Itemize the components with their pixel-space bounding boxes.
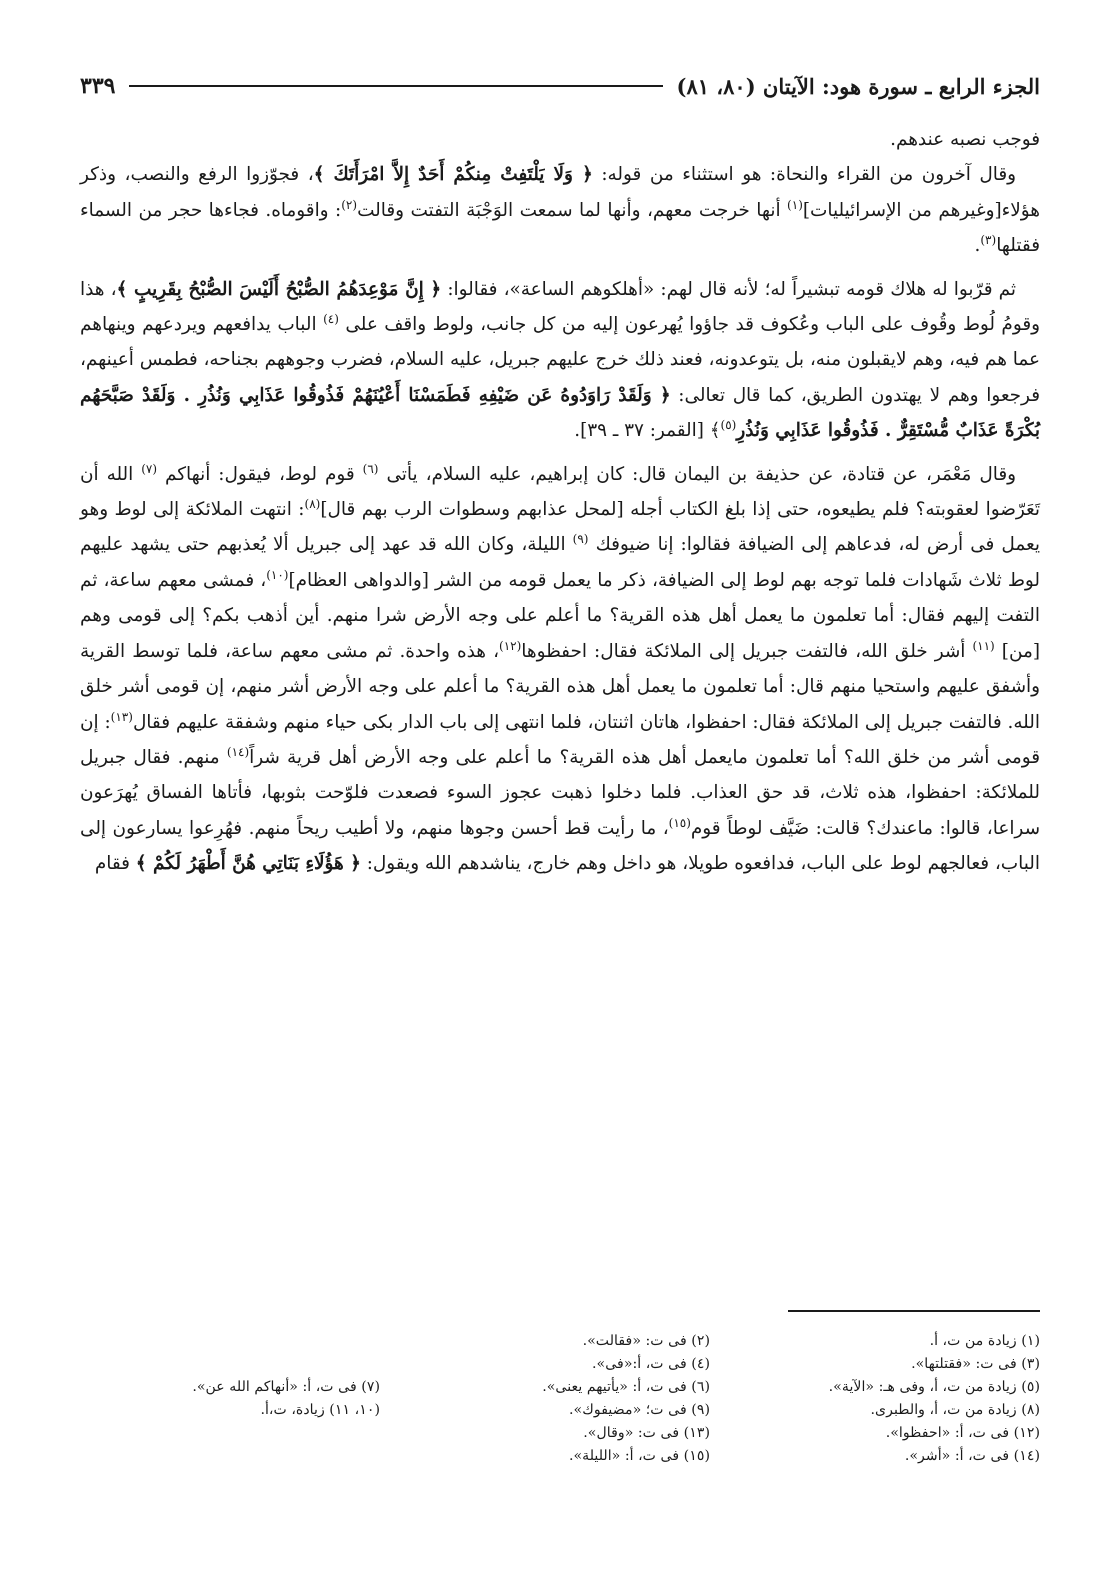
footnote: (٦) فى ت، أ: «يأتيهم يعنى». xyxy=(542,1379,710,1395)
text-run: الليلة، وكان الله قد عهد إلى جبريل ألا يُعذبهم حتى يشهد عليهم لوط ثلاث شَهادات فلما توجه بهم لوط إلى الضيافة، ذكر ما يعمل قومه من الشر [والدواهى العظام] xyxy=(80,534,1041,591)
footnote xyxy=(80,1445,380,1467)
text-run: . xyxy=(974,235,981,257)
header-rule xyxy=(129,85,662,87)
footnote-marker: (٣) xyxy=(980,233,997,248)
footnote-rule xyxy=(788,1310,1040,1312)
footnote-marker: (٨) xyxy=(304,496,321,511)
running-header xyxy=(80,66,1040,106)
footnote-marker: (٥) xyxy=(720,418,737,433)
footnote-marker: (١٥) xyxy=(668,815,691,830)
footnote: (٢) فى ت: «فقالت». xyxy=(582,1333,710,1349)
footnote xyxy=(80,1422,380,1444)
text-run: أنها خرجت معهم، وأنها لما سمعت الوَجْبَة التفتت وقالت xyxy=(357,199,788,221)
text-run: الله أن تَعَرّضوا لعقوبته؟ فلم يطيعوه، حتى إذا بلغ الكتاب أجله [لمحل عذابهم وسطوات الرب بهم قال] xyxy=(80,463,1040,521)
footnote: (١٣) فى ت: «وقال». xyxy=(583,1425,710,1441)
text-run: فقام xyxy=(94,853,136,875)
footnote-marker: (٢) xyxy=(341,197,358,212)
footnote-marker: (٧) xyxy=(141,461,158,476)
footnote xyxy=(80,1330,380,1352)
quran-quote: ﴿ إِنَّ مَوْعِدَهُمُ الصُّبْحُ أَلَيْسَ الصُّبْحُ بِقَرِيبٍ ﴾ xyxy=(116,278,442,300)
body-text xyxy=(80,122,1040,882)
footnote: (٣) فى ت: «فقتلتها». xyxy=(911,1356,1040,1372)
footnote-marker: (١٠) xyxy=(266,567,289,582)
footnote-marker: (١٤) xyxy=(226,744,250,759)
footnote-marker: (١) xyxy=(787,197,803,212)
text-run: : واقوماه. فجاءها حجر من السماء فقتلها xyxy=(80,199,1040,257)
quran-quote: ﴿ وَلَا يَلْتَفِتْ مِنكُمْ أَحَدٌ إِلاَّ امْرَأَتَكَ ﴾ xyxy=(313,164,593,186)
footnote: (١٥) فى ت، أ: «الليلة». xyxy=(568,1448,710,1464)
quran-quote: ﴿ هَؤُلَاءِ بَنَاتِي هُنَّ أَطْهَرُ لَكُمْ ﴾ xyxy=(135,853,361,875)
footnote-marker: (٤) xyxy=(323,311,339,326)
text-run: : إن قومى أشر من خلق الله؟ أما تعلمون مايعمل أهل هذه القرية؟ ما أعلم على وجه الأرض أهل قرية شراً xyxy=(80,711,1041,768)
text-run: ، فمشى معهم ساعة، ثم التفت إليهم فقال: أما تعلمون ما يعمل أهل هذه القرية؟ ما أعلم على وجه الأرض شرا منهم. أين أذهب بكم؟ إلى قومى وهم [من] xyxy=(80,569,1041,662)
document-page xyxy=(80,66,1040,882)
footnote-marker: (١٢) xyxy=(499,638,522,653)
text-run: ، فجوّزوا الرفع والنصب، وذكر هؤلاء[وغيرهم من الإسرائيليات] xyxy=(80,164,1040,221)
footnote-marker: (١١) xyxy=(972,638,995,653)
paragraph xyxy=(80,157,1040,263)
text-run: منهم. فقال جبريل للملائكة: احفظوا، هذه ثلاث، قد حق العذاب. فلما دخلوا ذهبت عجوز السوء فصعدت فلوّحت بثوبها، فأتاها الفساق يُهرَعون سراعا، قالوا: ماعندك؟ قالت: ضَيَّف لوطاً قوم xyxy=(80,746,1040,839)
page-number: ٣٣٩ xyxy=(80,73,116,99)
footnote: (٧) فى ت، أ: «أنهاكم الله عن». xyxy=(192,1379,380,1395)
footnote: (١٤) فى ت، أ: «أشر». xyxy=(904,1448,1040,1464)
footnotes xyxy=(80,1330,1040,1467)
footnote: (١٢) فى ت، أ: «احفظوا». xyxy=(885,1425,1040,1441)
footnote: (١) زيادة من ت، أ. xyxy=(929,1333,1040,1349)
header-title: الجزء الرابع ـ سورة هود: الآيتان (٨٠، ٨١) xyxy=(676,73,1040,99)
footnote: (٩) فى ت؛ «مضيفوك». xyxy=(569,1402,710,1418)
text-run: ، هذا وقومُ لُوط وقُوف على الباب وعُكوف قد جاؤوا يُهرعون إليه من كل جانب، ولوط واقف على xyxy=(80,278,1040,336)
text-run: ، هذه واحدة. ثم مشى معهم ساعة، فلما توسط القرية وأشفق عليهم واستحيا منهم قال: أما تعلمون ما يعمل أهل هذه القرية؟ ما أعلم على وجه الأرض أشر منهم، إن قومى أشر خلق الله. فالتفت جبريل إلى الملائكة فقال: احفظوا، هاتان اثنتان، فلما انتهى إلى باب الدار بكى حياء منهم وشفقة عليهم فقال xyxy=(80,640,1040,733)
footnote: (٨) زيادة من ت، أ، والطبرى. xyxy=(870,1402,1040,1418)
footnote-marker: (١٣) xyxy=(110,709,133,724)
quran-quote: ﴿ وَلَقَدْ رَاوَدُوهُ عَن ضَيْفِهِ فَطَمَسْنَا أَعْيُنَهُمْ فَذُوقُوا عَذَابِي وَنُذُرِ . وَلَقَدْ صَبَّحَهُم بُكْرَةً عَذَابٌ مُّسْتَقِرٌّ . فَذُوقُوا عَذَابِي وَنُذُرِ xyxy=(80,384,1040,442)
text-run: فوجب نصبه عندهم. xyxy=(890,129,1040,150)
footnote: (٤) فى ت، أ:«فى». xyxy=(592,1356,710,1372)
footnote-marker: (٩) xyxy=(572,532,589,547)
text-run: ثم قرّبوا له هلاك قومه تبشيراً له؛ لأنه قال لهم: «أهلكوهم الساعة»، فقالوا: xyxy=(441,278,1016,300)
text-run: : انتهت الملائكة إلى لوط وهو يعمل فى أرض له، فدعاهم إلى الضيافة فقالوا: إنا ضيوفك xyxy=(80,499,1040,556)
paragraph xyxy=(80,272,1040,449)
paragraph xyxy=(80,457,1040,882)
footnote: (١٠، ١١) زيادة، ت،أ. xyxy=(260,1402,380,1418)
text-run: ، ما رأيت قط أحسن وجوها منهم، ولا أطيب ريحاً منهم. فهُرِعوا يسارعون إلى الباب، فعالجهم لوط على الباب، فدافعوه طويلا، هو داخل وهم خارج، يناشدهم الله ويقول: xyxy=(80,817,1040,875)
text-run: قوم لوط، فيقول: أنهاكم xyxy=(157,463,363,485)
text-run: وقال مَعْمَر، عن قتادة، عن حذيفة بن اليمان قال: كان إبراهيم، عليه السلام، يأتى xyxy=(378,463,1016,485)
paragraph xyxy=(80,122,1040,157)
footnote-marker: (٦) xyxy=(362,461,379,476)
text-run: وقال آخرون من القراء والنحاة: هو استثناء من قوله: xyxy=(592,164,1016,186)
footnote xyxy=(80,1353,380,1375)
footnote: (٥) زيادة من ت، أ، وفى هـ: «الآية». xyxy=(828,1379,1040,1395)
text-run: ﴾ [القمر: ٣٧ ـ ٣٩]. xyxy=(574,420,721,442)
text-run: أشر خلق الله، فالتفت جبريل إلى الملائكة فقال: احفظوها xyxy=(521,640,973,662)
text-run: الباب يدافعهم ويردعهم وينهاهم عما هم فيه، وهم لايقبلون منه، بل يتوعدونه، فعند ذلك خرج عليهم جبريل، عليه السلام، فضرب وجوههم بجناحه، فطمس أعينهم، فرجعوا وهم لا يهتدون الطريق، كما قال تعالى: xyxy=(80,314,1040,406)
